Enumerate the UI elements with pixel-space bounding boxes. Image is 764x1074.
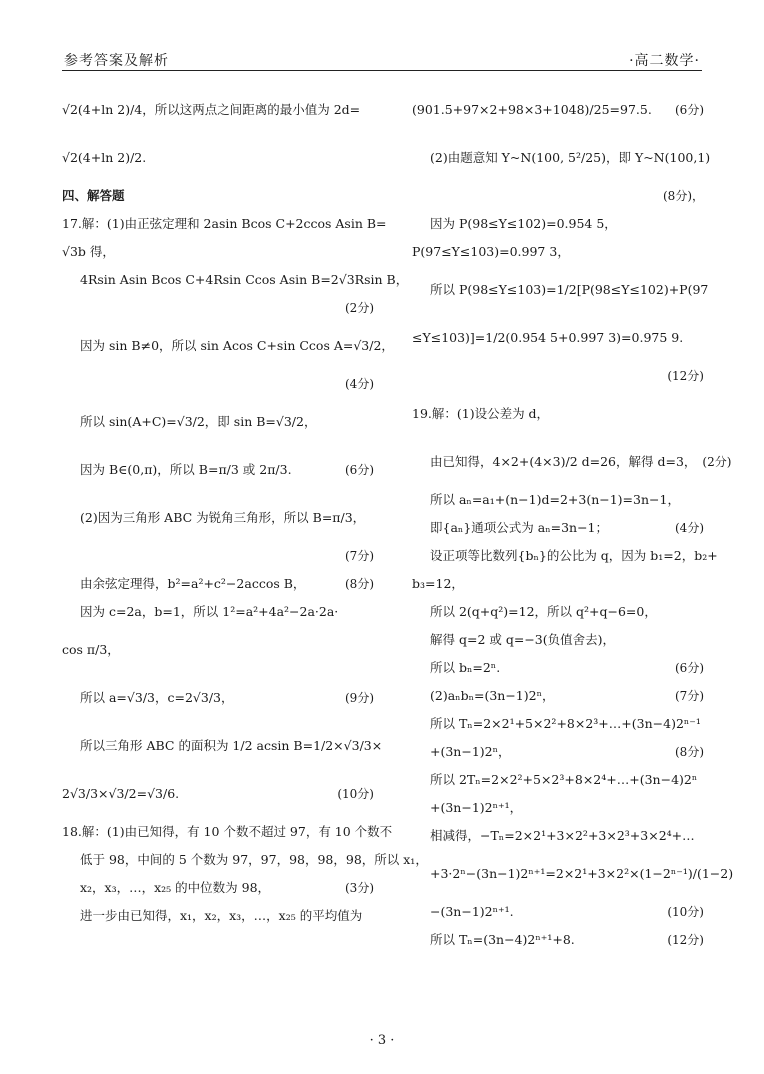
line-text: x₂，x₃，…，x₂₅ 的中位数为 98， [80,880,271,895]
text-line [412,710,704,738]
text-line [412,542,718,570]
line-text: +(3n−1)2ⁿ⁺¹， [430,800,523,815]
score-mark: (10分) [337,787,374,801]
text-line [412,514,704,542]
text-line [62,322,394,370]
line-text: 进一步由已知得，x₁，x₂，x₃，…，x₂₅ 的平均值为 [80,908,363,923]
text-line [62,570,374,598]
text-line [62,722,383,770]
score-mark: (9分) [345,691,374,705]
text-line [62,210,387,238]
score-mark: (6分) [675,103,704,117]
left-column [62,86,428,930]
header-title: 参考答案及解析 [64,53,169,69]
text-line [412,438,732,486]
line-text: 所以 bₙ=2ⁿ. [430,660,501,675]
text-line [412,626,704,654]
score-mark: (7分) [345,549,374,563]
score-mark: (10分) [667,905,704,919]
line-text: 因为 sin B≠0，所以 sin Acos C+sin Ccos A=√3/2， [80,338,394,353]
score-mark: (12分) [667,933,704,947]
line-text: 因为 P(98≤Y≤102)=0.954 5， [430,216,617,231]
line-text: 17.解：(1)由正弦定理和 2asin Bcos C+2ccos Asin B= [62,216,387,231]
text-line [412,850,734,898]
text-line [62,494,374,542]
text-line [412,766,704,794]
text-line [412,362,704,390]
line-text: 所以 P(98≤Y≤103)=1/2[P(98≤Y≤102)+P(97 [430,282,709,297]
text-line [62,846,428,874]
line-text: P(97≤Y≤103)=0.997 3， [412,244,570,259]
line-text: 由余弦定理得，b²=a²+c²−2accos B， [80,576,306,591]
line-text: 由已知得，4×2+(4×3)/2 d=26，解得 d=3， [430,454,697,469]
line-text: 四、解答题 [62,188,125,203]
text-line [412,898,704,926]
line-text: 因为 B∈(0,π)，所以 B=π/3 或 2π/3. [80,462,292,477]
line-text: −(3n−1)2ⁿ⁺¹. [430,904,514,919]
text-line [412,182,704,210]
line-text: 解得 q=2 或 q=−3(负值舍去)， [430,632,616,647]
line-text: √2(4+ln 2)/2. [62,150,147,165]
line-text: ≤Y≤103)]=1/2(0.954 5+0.997 3)=0.975 9. [412,330,684,345]
score-mark: (6分) [675,661,704,675]
text-line [412,794,704,822]
line-text: 所以 aₙ=a₁+(n−1)d=2+3(n−1)=3n−1， [430,492,680,507]
line-text: cos π/3， [62,642,120,657]
line-text: 所以 2(q+q²)=12，所以 q²+q−6=0， [430,604,657,619]
text-line [62,874,374,902]
score-mark: (2分) [345,301,374,315]
text-line [412,210,704,238]
score-mark: (12分) [667,369,704,383]
text-line [62,770,374,818]
text-line [62,674,374,722]
page-number: · 3 · [369,1033,395,1048]
line-text: +3·2ⁿ−(3n−1)2ⁿ⁺¹=2×2¹+3×2²×(1−2ⁿ⁻¹)/(1−2) [430,866,734,881]
line-text: 设正项等比数列{bₙ}的公比为 q，因为 b₁=2，b₂+ [430,548,718,563]
score-mark: (3分) [345,881,374,895]
text-line [62,238,374,266]
text-line [412,598,704,626]
line-text: 4Rsin Asin Bcos C+4Rsin Ccos Asin B=2√3Rsin B， [80,272,409,287]
line-text: 所以 2Tₙ=2×2²+5×2³+8×2⁴+…+(3n−4)2ⁿ [430,772,698,787]
right-column [412,86,734,954]
score-mark: (2分) [702,455,732,469]
line-text: (2)因为三角形 ABC 为锐角三角形，所以 B=π/3， [80,510,366,525]
text-line [412,238,704,266]
score-mark: (8分) [675,745,704,759]
header-subject: ·高二数学· [629,53,700,69]
text-line [62,542,374,570]
text-line [62,626,374,674]
text-line [62,370,374,398]
text-line [412,682,704,710]
text-line [62,446,374,494]
line-text: 18.解：(1)由已知得，有 10 个数不超过 97，有 10 个数不 [62,824,393,839]
score-mark: (4分) [675,521,704,535]
page-header [62,48,702,71]
line-text: 所以 Tₙ=(3n−4)2ⁿ⁺¹+8. [430,932,575,947]
text-line [412,266,709,314]
text-line [412,654,704,682]
line-text: 2√3/3×√3/2=√3/6. [62,786,180,801]
line-text: 所以 sin(A+C)=√3/2，即 sin B=√3/2， [80,414,317,429]
text-line [62,266,409,294]
score-mark: (4分) [345,377,374,391]
line-text: √3b 得， [62,244,115,259]
text-line [412,822,704,850]
text-line [62,398,374,446]
text-line [62,182,374,210]
text-line [62,86,374,134]
line-text: (901.5+97×2+98×3+1048)/25=97.5. [412,102,652,117]
text-line [412,926,704,954]
line-text: (2)aₙbₙ=(3n−1)2ⁿ， [430,688,555,703]
line-text: b₃=12， [412,576,464,591]
line-text: 即{aₙ}通项公式为 aₙ=3n−1； [430,520,609,535]
text-line [62,902,374,930]
line-text: 所以 a=√3/3，c=2√3/3， [80,690,234,705]
text-line [412,570,704,598]
line-text: 相减得，−Tₙ=2×2¹+3×2²+3×2³+3×2⁴+… [430,828,695,843]
score-mark: (6分) [345,463,374,477]
line-text: 19.解：(1)设公差为 d， [412,406,550,421]
text-line [62,818,393,846]
text-line [412,390,704,438]
text-line [412,486,704,514]
text-line [62,134,374,182]
text-line [62,294,374,322]
text-line [412,86,704,134]
line-text: +(3n−1)2ⁿ， [430,744,511,759]
score-mark: (7分) [675,689,704,703]
line-text: √2(4+ln 2)/4，所以这两点之间距离的最小值为 2d= [62,102,361,117]
line-text: 所以三角形 ABC 的面积为 1/2 acsin B=1/2×√3/3× [80,738,383,753]
text-line [412,738,704,766]
score-mark: (8分)， [663,189,704,203]
score-mark: (8分) [345,577,374,591]
line-text: 低于 98，中间的 5 个数为 97，97，98，98，98，所以 x₁， [80,852,428,867]
line-text: (2)由题意知 Y~N(100, 5²/25)，即 Y~N(100,1) [430,150,711,165]
text-line [62,598,374,626]
text-line [412,134,711,182]
text-line [412,314,704,362]
line-text: 因为 c=2a，b=1，所以 1²=a²+4a²−2a·2a· [80,604,339,619]
line-text: 所以 Tₙ=2×2¹+5×2²+8×2³+…+(3n−4)2ⁿ⁻¹ [430,716,701,731]
